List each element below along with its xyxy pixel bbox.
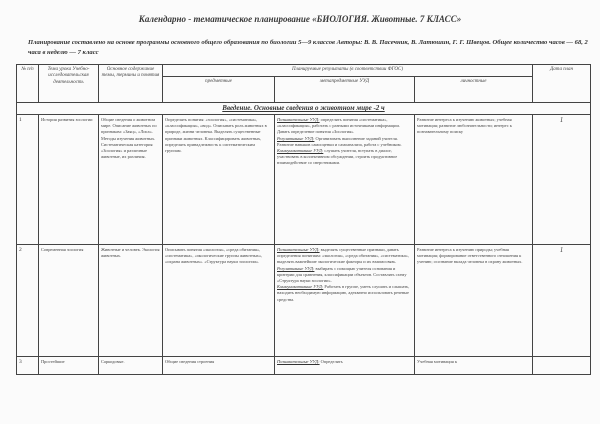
- cell-hours: 1: [533, 115, 591, 245]
- meta-block: [277, 266, 412, 285]
- cell-num: 3: [17, 357, 39, 375]
- header-topic: Тема урока Учебно-исследовательская деятельность: [39, 65, 99, 103]
- cell-text: Общие сведения о животном мире. Описание животных по признакам: «Заяц», «Лиса». Методы изучения животных. Систематическая категория «Зоология» и различные животные, их различия.: [101, 117, 157, 160]
- cell-text: Развитие интереса к изучению животных; учебная мотивация; развитие любознательности; интерес к познавательному поиску: [417, 117, 512, 135]
- cell-topic: [39, 245, 99, 357]
- cell-meta: [275, 357, 415, 375]
- cell-topic: [39, 115, 99, 245]
- cell-personal: [163, 115, 275, 245]
- cell-content: [99, 245, 163, 357]
- meta-heading: Коммуникативные УУД:: [277, 284, 324, 290]
- meta-block: [277, 148, 412, 167]
- meta-text: Организовать выполнение заданий учителя. Развитие навыков самооценки и самоанализа, работа с учебником.: [277, 135, 402, 147]
- cell-num: 1: [17, 115, 39, 245]
- cell-topic: [39, 357, 99, 375]
- cell-text: Животные и человек. Экология животных.: [101, 247, 160, 259]
- cell-text: Описывать понятия «экология», «среда обитания», «систематика», «экологические группы животных», «охрана животных». «Структура науки зоологии».: [165, 247, 263, 265]
- meta-block: [277, 117, 412, 136]
- meta-heading: Регулятивные УУД:: [277, 135, 315, 141]
- cell-text: Определять понятия: «зоология», «систематика», «классификация», «вид». Описывать роль животных в природе, жизни человека. Выделять существенные признаки животных. Классифицировать животных, определять принадлежность к систематическим группам.: [165, 117, 267, 154]
- meta-block: [277, 247, 412, 266]
- cell-text: Простейшие: [41, 359, 65, 364]
- header-meta: метапредметные УУД: [275, 77, 415, 103]
- meta-text: выбирать с помощью учителя основания и критерии для сравнения, классификации объектов. Составлять схему «Структура науки зоологии».: [277, 265, 407, 284]
- cell-num: 2: [17, 245, 39, 357]
- cell-text: Учебная мотивация к: [417, 359, 458, 364]
- header-subject: личностные: [415, 77, 533, 103]
- section-title: Введение. Основные сведения о животном мире -2 ч: [17, 103, 591, 115]
- header-content: Основное содержание темы, термины и понятия: [99, 65, 163, 103]
- cell-personal: [163, 245, 275, 357]
- cell-hours: [533, 357, 591, 375]
- header-personal: предметные: [163, 77, 275, 103]
- cell-content: [99, 115, 163, 245]
- meta-heading: Познавательные УУД:: [277, 117, 320, 122]
- cell-meta: [275, 245, 415, 357]
- cell-subject: [415, 245, 533, 357]
- cell-text: Саркодовые.: [101, 359, 125, 364]
- meta-heading: Регулятивные УУД:: [277, 265, 315, 271]
- meta-block: [277, 359, 412, 365]
- cell-text: Развитие интереса к изучению природы; учебная мотивация; формирование ответственного отношения к учению; осознание вклада человека в охрану животных.: [417, 247, 523, 265]
- table-row: [17, 357, 591, 375]
- document-subtitle: Планирование составлено на основе программы основного общего образования по биологии 5—9 классов Авторы: В. В. Пасечник, В. Латюшин, Г. Г. Швецов. Общее количество часов — 68, 2 часа в неделю — 7 класс: [28, 39, 588, 56]
- meta-text: выделять существенные признаки, давать определения понятиям: «экология», «среда обитания», «систематика», выделять важнейшие экологические факторы и их взаимосвязь.: [277, 247, 409, 265]
- cell-hours: 1: [533, 245, 591, 357]
- document-title: Календарно - тематическое планирование «БИОЛОГИЯ. Животные. 7 КЛАСС»: [138, 14, 462, 24]
- meta-text: определять понятия «систематика», «классификация», работать с разными источниками информации. Давать определение понятия «Зоология».: [277, 117, 400, 135]
- meta-block: [277, 136, 412, 148]
- meta-heading: Коммуникативные УУД:: [277, 148, 324, 154]
- meta-block: [277, 284, 412, 303]
- table-row: [17, 115, 591, 245]
- meta-heading: Познавательные УУД:: [277, 247, 320, 252]
- cell-meta: [275, 115, 415, 245]
- meta-heading: Познавательные УУД:: [277, 359, 320, 364]
- header-num: № п/п: [17, 65, 39, 103]
- meta-text: Работать в группе, уметь слушать и слышать, находить необходимую информацию, адекватно использовать речевые средства.: [277, 284, 410, 302]
- cell-text: История развития зоологии: [41, 117, 93, 122]
- cell-text: Современная зоология: [41, 247, 84, 252]
- meta-text: Определять: [319, 359, 343, 364]
- meta-text: слушать учителя, вступать в диалог, участвовать в коллективном обсуждении, строить продуктивное взаимодействие со сверстниками.: [277, 148, 398, 166]
- cell-subject: [415, 357, 533, 375]
- table-row: [17, 245, 591, 357]
- cell-subject: [415, 115, 533, 245]
- cell-content: [99, 357, 163, 375]
- cell-personal: [163, 357, 275, 375]
- cell-text: Общие сведения строения: [165, 359, 215, 364]
- header-results: Планируемые результаты (в соответствии ФГОС): [163, 65, 533, 77]
- plan-table: [16, 64, 591, 375]
- header-hours: Дата план: [533, 65, 591, 103]
